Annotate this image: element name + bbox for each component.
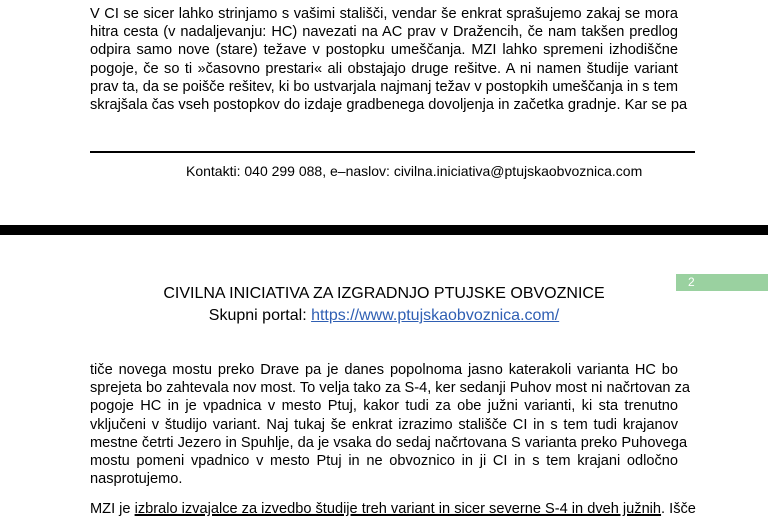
footer-contacts: Kontakti: 040 299 088, e–naslov: civilna.iniciativa@ptujskaobvoznica.com [186, 163, 643, 179]
text-line: mestne četrti Jezero in Spuhlje, da je vsaka do sedaj načrtovana S varianta preko Puhovega [90, 434, 688, 451]
portal-link[interactable]: https://www.ptujskaobvoznica.com/ [311, 307, 560, 324]
page-header [0, 283, 768, 327]
page-divider [0, 225, 768, 235]
header-title: CIVILNA INICIATIVA ZA IZGRADNJO PTUJSKE OBVOZNICE [163, 285, 605, 302]
last-prefix: MZI je [90, 501, 135, 517]
top-paragraph [90, 5, 688, 114]
portal-label: Skupni portal: [208, 307, 312, 324]
text-line: vključeni v študijo variant. Naj tukaj še enkrat izrazimo stališče CI in s tem tudi krajanov [90, 416, 678, 433]
footer-rule [90, 151, 695, 153]
text-line: hitra cesta (v nadaljevanju: HC) navezati na AC prav v Dražencih, če nam takšen predlog [90, 24, 678, 41]
underlined-text: izbralo izvajalce za izvedbo študije treh variant in sicer severne S-4 in dveh južnih [134, 501, 662, 517]
text-line [90, 500, 696, 518]
page-number-tab: 2 [676, 274, 768, 291]
text-line: tiče novega mostu preko Drave pa je danes popolnoma jasno katerakoli varianta HC bo [90, 362, 678, 378]
text-line: V CI se sicer lahko strinjamo s vašimi stališči, vendar še enkrat sprašujemo zakaj se mora [90, 6, 678, 22]
last-paragraph [90, 500, 696, 518]
last-suffix: . Išče [661, 501, 696, 517]
text-line: skrajšala čas vseh postopkov do izdaje gradbenega dovoljenja in začetka gradnje. Kar se pa [90, 97, 688, 114]
text-line: nasprotujemo. [90, 471, 183, 488]
text-line: sprejeta bo zahtevala nov most. To velja tako za S-4, ker sedanji Puhov most ni načrtovan za [90, 380, 691, 397]
text-line: prav ta, da se poišče rešitev, ki bo ustvarjala najmanj težav v postopkih umeščanja in s tem [90, 78, 678, 95]
text-line: pogoje HC in je vpadnica v mesto Ptuj, kakor tudi za obe južni varianti, ki sta trenutno [90, 398, 678, 415]
previous-page [0, 0, 768, 225]
portal-line [0, 305, 768, 327]
text-line: odpira samo nove (stare) težave v postopku umeščanja. MZI lahko spremeni izhodiščne [90, 42, 678, 59]
text-line: pogoje, če so ti »časovno prestari« ali obstajajo druge rešitve. A ni namen študije variant [90, 60, 678, 77]
body-paragraph [90, 361, 691, 488]
text-line: mostu pomeni vpadnico v mesto Ptuj in ne obvoznico in ji CI in s tem krajani odločno [90, 453, 678, 470]
